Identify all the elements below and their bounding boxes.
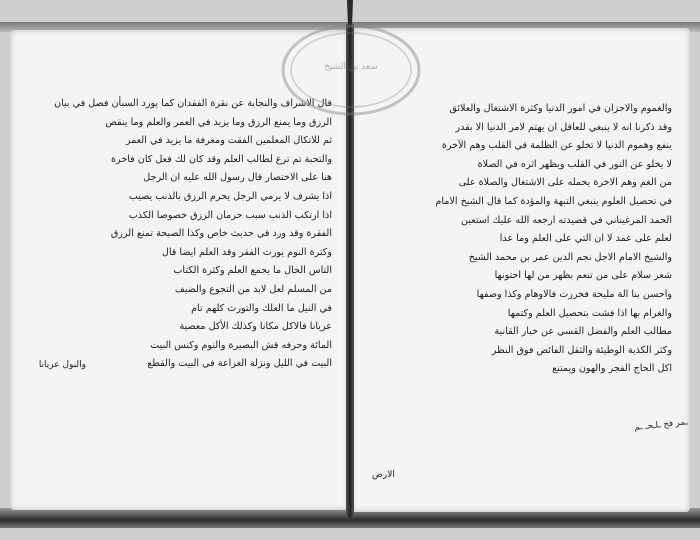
text-line: هنا على الاختصار قال رسول الله عليه ان الرجل <box>143 172 332 184</box>
text-line: وكثر الكذبة الوطيئة والثقل الفائض فوق النظر <box>491 344 672 356</box>
text-line: ثم للاتكال المعلمين الفقت ومعرفة ما يزيد في العمر <box>125 135 332 147</box>
text-line: وقد ذكرنا انه لا ينبغي للعاقل ان يهتم لامر الدنيا الا بقدر <box>455 121 672 133</box>
side-annotation: ـمر فخ ـلـحـ ـم <box>633 417 689 433</box>
text-line: عريانا فالاكل مكانا وكذلك الأكل معصية <box>179 321 332 333</box>
seal-text: سعد بن الشيخ <box>324 62 378 72</box>
seal-stamp <box>276 20 426 120</box>
text-line: اذا يشرف لا يرمي الرجل يحرم الرزق بالذنب يصيب <box>128 190 332 202</box>
text-line: الحمد المرغيناني في قصيدته ارجعه الله عليك استعين <box>461 214 672 226</box>
text-line: من الغم وهم الاخرة يحمله على الاشتغال والصلاة على <box>458 177 672 189</box>
text-line: لا يخلو عن النور في القلب ويظهر اثره في الصلاة <box>477 158 672 170</box>
text-line: البيت في الليل ونزلة الغزاعة في البيت والقطع <box>147 358 332 370</box>
text-line: الرزق وما يمنع الرزق وما يزيد في العمر والعلم وما ينقص <box>105 116 332 128</box>
text-line: واحسن بنا الة مليحة فخررت فالاوهام وكذا وصفها <box>476 288 672 300</box>
text-line: والتحبة تم ترغ لطالب العلم وقد كان لك فعل كان فاخرة <box>111 153 332 165</box>
text-line: قال الاشراف والنجابة عن نقرة الفقدان كما يورد السبأن فصل في بيان <box>54 98 332 109</box>
text-line: المائة وحرفه قش البصيرة والنوم وكنس البيت <box>150 339 332 351</box>
text-line: والغموم والاحزان في امور الدنيا وكثرة الاشتغال والعلائق <box>449 103 672 114</box>
text-line: في تحصيل العلوم ينبغي التبهة والمؤدة كما قال الشيخ الامام <box>435 195 672 207</box>
text-line: شعر سلام على من تنعم بظهر من لها احتونها <box>494 270 672 282</box>
text-line: من المسلم لعل لابد من التجوع والضيف <box>174 283 332 295</box>
text-line: والغرام بها اذا فشت بتحصيل العلم وكتمها <box>507 307 672 319</box>
margin-note: والبول عريانا <box>38 360 86 370</box>
text-line: ينفع وهموم الدنيا لا تخلو عن الظلمة في القلب وهم الآخرة <box>441 140 672 152</box>
text-line: في النيل ما العلك والتورث كلهم تام <box>191 302 332 314</box>
text-line: والشيخ الامام الاجل نجم الدين عمر بن محمد الشيخ <box>468 251 672 263</box>
text-line: لعلم على عمد لا ان التي على العلم وما عدا <box>499 233 672 245</box>
text-line: التاس الحال ما يجمع العلم وكثرة الكتاب <box>173 265 332 277</box>
catchword: الارض <box>372 470 395 480</box>
text-line: وكثرة النوم يورث الفقر وقد العلم ايضا قال <box>161 246 332 258</box>
right-page-text <box>372 100 672 379</box>
text-line: اذا ارتكب الذنب سبب حرمان الرزق خصوصا الكذب <box>128 209 332 221</box>
text-line: اكل الحاج الفجر والهون ويمتنع <box>552 363 672 375</box>
text-line: مطالب العلم والفضل القسي عن خبار القانية <box>494 326 672 338</box>
text-line: الفقرة وقد ورد في حديث خاص وكذا الصبحة تمنع الرزق <box>110 228 332 240</box>
